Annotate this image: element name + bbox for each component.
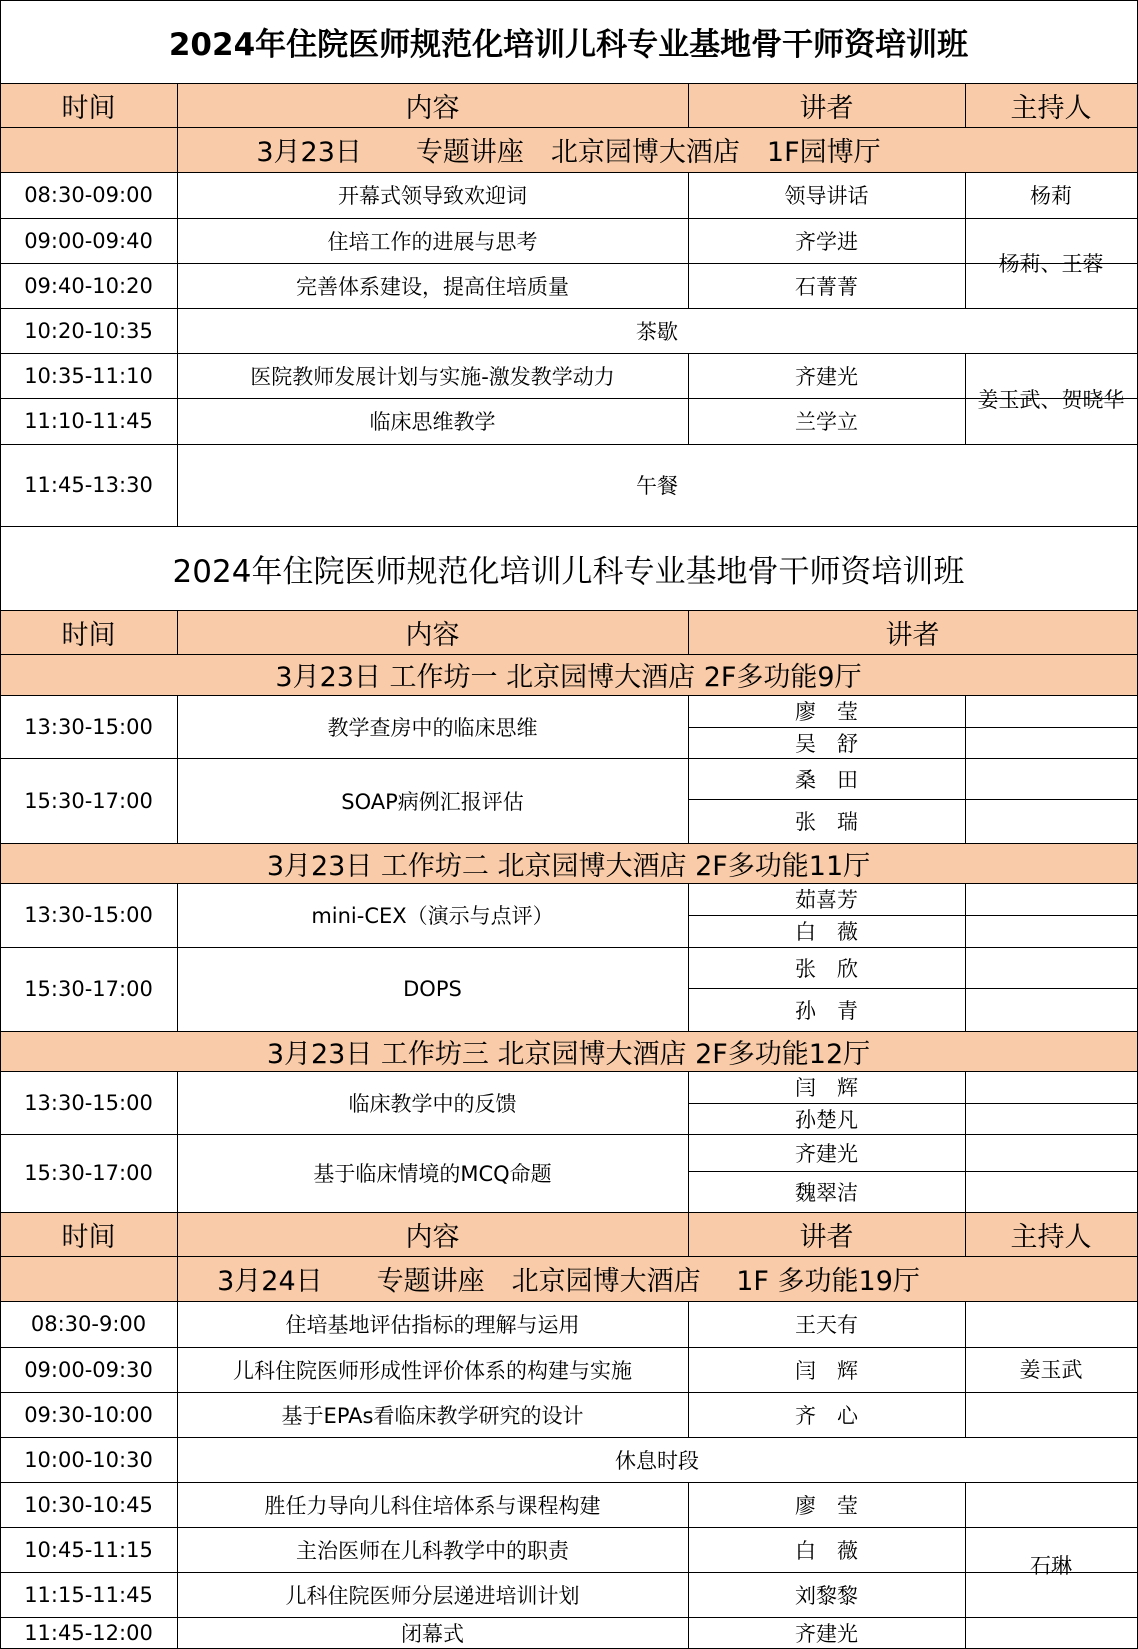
section-workshop-3: 3月23日 工作坊三 北京园博大酒店 2F多功能12厅 <box>266 1038 871 1070</box>
second-title: 2024年住院医师规范化培训儿科专业基地骨干师资培训班 <box>172 553 965 590</box>
time-cell: 09:30-10:00 <box>24 1402 153 1427</box>
content-cell: 临床教学中的反馈 <box>348 1091 517 1116</box>
content-cell: 基于临床情境的MCQ命题 <box>313 1162 552 1186</box>
content-cell: 基于EPAs看临床教学研究的设计 <box>281 1403 584 1428</box>
grid-line <box>965 883 966 1032</box>
speaker-cell: 齐建光 <box>795 364 858 389</box>
speaker-cell: 兰学立 <box>795 410 858 434</box>
speaker-cell: 孙楚凡 <box>795 1107 858 1132</box>
grid-line <box>965 695 966 844</box>
time-cell: 11:15-11:45 <box>24 1582 153 1607</box>
time-cell: 08:30-09:00 <box>24 183 153 207</box>
time-cell: 10:45-11:15 <box>24 1537 153 1562</box>
time-cell: 15:30-17:00 <box>24 977 153 1001</box>
header-time: 时间 <box>61 1221 116 1253</box>
speaker-cell: 白 薇 <box>795 920 858 944</box>
header-content: 内容 <box>405 619 460 651</box>
section-day2-lectures: 3月24日 专题讲座 北京园博大酒店 1F 多功能19厅 <box>217 1266 920 1297</box>
speaker-cell: 齐建光 <box>795 1141 858 1166</box>
speaker-cell: 齐建光 <box>795 1621 858 1646</box>
speaker-cell: 廖 莹 <box>795 700 858 724</box>
time-cell: 11:10-11:45 <box>24 409 153 433</box>
speaker-cell: 张 瑞 <box>795 810 858 834</box>
content-cell: 开幕式领导致欢迎词 <box>338 184 527 208</box>
time-cell: 13:30-15:00 <box>24 714 153 739</box>
header-speaker: 讲者 <box>799 92 854 124</box>
content-cell: 教学查房中的临床思维 <box>327 715 538 740</box>
time-cell: 10:35-11:10 <box>24 363 153 388</box>
content-cell: 午餐 <box>636 474 678 498</box>
time-cell: 09:00-09:30 <box>24 1357 153 1382</box>
speaker-cell: 廖 莹 <box>795 1493 858 1518</box>
section-day1-lectures: 3月23日 专题讲座 北京园博大酒店 1F园博厅 <box>256 137 881 168</box>
speaker-cell: 石菁菁 <box>795 274 858 299</box>
content-cell: 临床思维教学 <box>369 410 496 434</box>
time-cell: 09:40-10:20 <box>24 273 153 298</box>
host-cell: 杨莉 <box>1030 184 1072 208</box>
content-cell: 住培基地评估指标的理解与运用 <box>285 1313 580 1337</box>
time-cell: 08:30-9:00 <box>30 1312 147 1336</box>
header-host: 主持人 <box>1010 92 1092 124</box>
time-cell: 13:30-15:00 <box>24 1090 153 1115</box>
content-cell: 住培工作的进展与思考 <box>327 229 538 254</box>
header-content: 内容 <box>405 92 460 124</box>
speaker-cell: 王天有 <box>795 1313 858 1337</box>
speaker-cell: 齐学进 <box>795 229 858 254</box>
time-cell: 15:30-17:00 <box>24 1161 153 1185</box>
content-cell: 茶歇 <box>636 319 678 344</box>
header-host: 主持人 <box>1010 1221 1092 1253</box>
content-cell: 闭幕式 <box>401 1621 464 1646</box>
speaker-cell: 孙 青 <box>795 998 858 1023</box>
speaker-cell: 张 欣 <box>795 956 858 981</box>
speaker-cell: 齐 心 <box>795 1403 858 1428</box>
time-cell: 09:00-09:40 <box>24 228 153 253</box>
time-cell: 15:30-17:00 <box>24 788 153 813</box>
header-time: 时间 <box>61 619 116 651</box>
speaker-cell: 领导讲话 <box>784 184 869 208</box>
content-cell: 医院教师发展计划与实施-激发教学动力 <box>250 364 615 389</box>
content-cell: 胜任力导向儿科住培体系与课程构建 <box>264 1493 601 1518</box>
speaker-cell: 闫 辉 <box>795 1358 858 1383</box>
content-cell: 主治医师在儿科教学中的职责 <box>296 1538 569 1563</box>
speaker-cell: 白 薇 <box>795 1538 858 1563</box>
speaker-cell: 刘黎黎 <box>795 1583 858 1608</box>
section-workshop-1: 3月23日 工作坊一 北京园博大酒店 2F多功能9厅 <box>275 662 862 693</box>
host-cell: 姜玉武 <box>1019 1358 1083 1382</box>
speaker-cell: 吴 舒 <box>795 731 858 756</box>
grid-line <box>965 1071 966 1213</box>
host-cell: 姜玉武、贺晓华 <box>977 387 1125 412</box>
content-cell: 儿科住院医师形成性评价体系的构建与实施 <box>233 1358 632 1383</box>
content-cell: 儿科住院医师分层递进培训计划 <box>285 1583 580 1608</box>
header-time: 时间 <box>61 92 116 124</box>
content-cell: mini-CEX（演示与点评） <box>311 904 554 928</box>
header-speaker: 讲者 <box>885 619 940 651</box>
content-cell: 休息时段 <box>615 1448 699 1473</box>
time-cell: 10:20-10:35 <box>24 318 153 343</box>
speaker-cell: 闫 辉 <box>795 1076 858 1100</box>
header-speaker: 讲者 <box>799 1221 854 1253</box>
section-workshop-2: 3月23日 工作坊二 北京园博大酒店 2F多功能11厅 <box>266 850 871 882</box>
time-cell: 10:30-10:45 <box>24 1492 153 1517</box>
speaker-cell: 魏翠洁 <box>795 1180 858 1205</box>
time-cell: 10:00-10:30 <box>24 1447 153 1472</box>
content-cell: DOPS <box>403 977 462 1001</box>
content-cell: SOAP病例汇报评估 <box>341 789 524 814</box>
speaker-cell: 茹喜芳 <box>795 888 858 912</box>
host-cell: 石琳 <box>1030 1554 1072 1578</box>
host-cell: 杨莉、王蓉 <box>998 252 1104 276</box>
content-cell: 完善体系建设，提高住培质量 <box>296 274 569 299</box>
time-cell: 11:45-12:00 <box>24 1620 153 1645</box>
time-cell: 11:45-13:30 <box>24 473 153 497</box>
time-cell: 13:30-15:00 <box>24 903 153 927</box>
header-content: 内容 <box>405 1221 460 1253</box>
main-title: 2024年住院医师规范化培训儿科专业基地骨干师资培训班 <box>168 27 969 63</box>
speaker-cell: 桑 田 <box>795 767 858 792</box>
